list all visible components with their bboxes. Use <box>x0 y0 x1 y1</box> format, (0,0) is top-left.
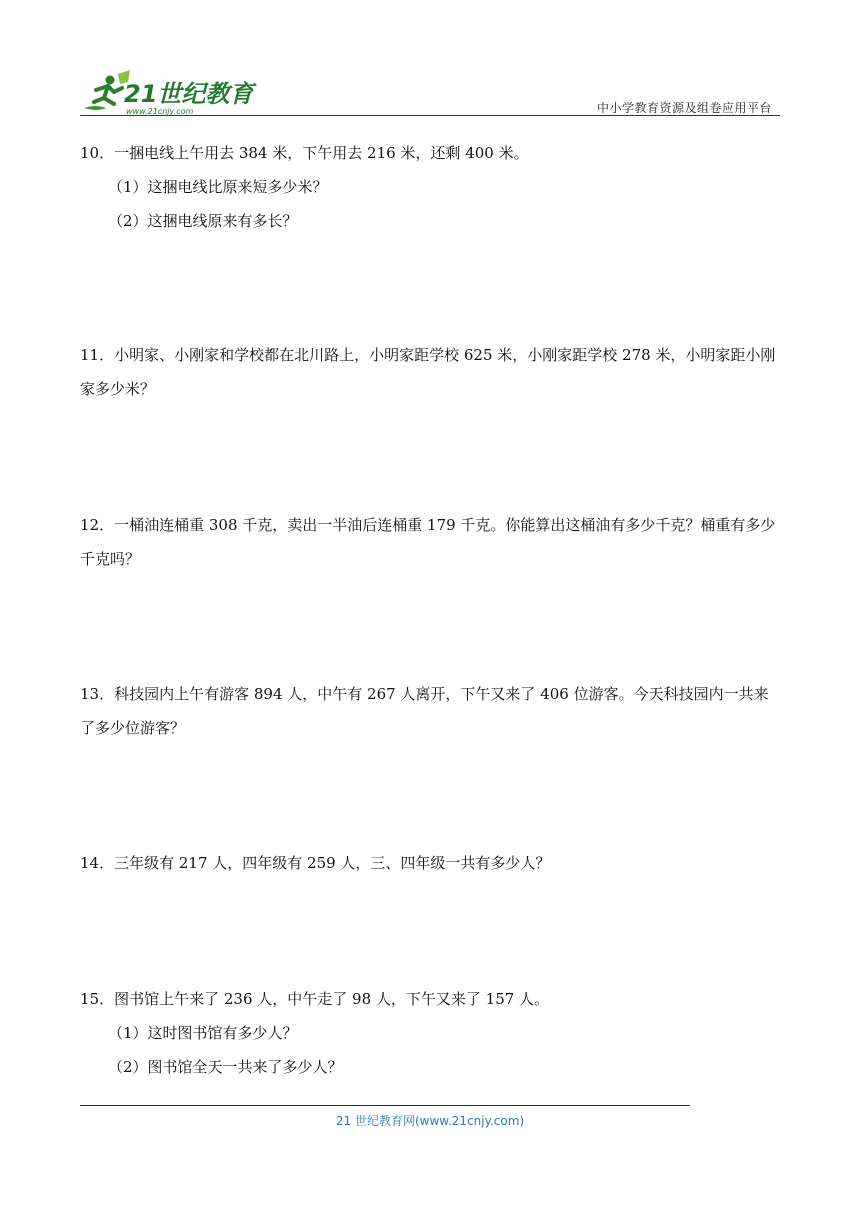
question-text: 科技园内上午有游客 894 人，中午有 267 人离开，下午又来了 406 位游客。今天科技园内一共来了多少位游客？ <box>80 685 769 737</box>
footer-divider <box>80 1105 690 1106</box>
question-number: 13． <box>80 685 115 703</box>
question-text: 一捆电线上午用去 384 米，下午用去 216 米，还剩 400 米。 <box>114 144 529 162</box>
footer-text[interactable]: 21 世纪教育网(www.21cnjy.com) <box>335 1114 525 1128</box>
question-number: 15． <box>80 990 115 1008</box>
question-11 <box>80 338 780 406</box>
question-10 <box>80 136 780 238</box>
sub-question: （1）这时图书馆有多少人？ <box>108 1024 298 1042</box>
question-text: 图书馆上午来了 236 人，中午走了 98 人，下午又来了 157 人。 <box>114 990 550 1008</box>
svg-text:www.21cnjy.com: www.21cnjy.com <box>126 107 194 116</box>
sub-question: （2）这捆电线原来有多长？ <box>108 212 298 230</box>
question-text: 三年级有 217 人，四年级有 259 人，三、四年级一共有多少人？ <box>114 854 551 872</box>
page-header <box>0 0 860 120</box>
question-number: 12． <box>80 516 115 534</box>
header-divider <box>80 115 780 116</box>
sub-question: （1）这捆电线比原来短多少米？ <box>108 178 328 196</box>
question-number: 14． <box>80 854 115 872</box>
question-text: 一桶油连桶重 308 千克，卖出一半油后连桶重 179 千克。你能算出这桶油有多少千克？桶重有多少千克吗？ <box>80 516 776 568</box>
header-platform-text: 中小学教育资源及组卷应用平台 <box>596 101 772 115</box>
question-12 <box>80 508 780 576</box>
svg-text:21世纪教育: 21世纪教育 <box>124 80 254 108</box>
logo <box>78 68 278 118</box>
question-text: 小明家、小刚家和学校都在北川路上，小明家距学校 625 米，小刚家距学校 278 米，小明家距小刚家多少米？ <box>80 346 776 398</box>
question-13 <box>80 677 780 745</box>
question-number: 11． <box>80 346 115 364</box>
question-15 <box>80 982 780 1084</box>
sub-question: （2）图书馆全天一共来了多少人？ <box>108 1058 343 1076</box>
question-14 <box>80 846 780 880</box>
question-number: 10． <box>80 144 115 162</box>
page-footer <box>0 1112 860 1129</box>
